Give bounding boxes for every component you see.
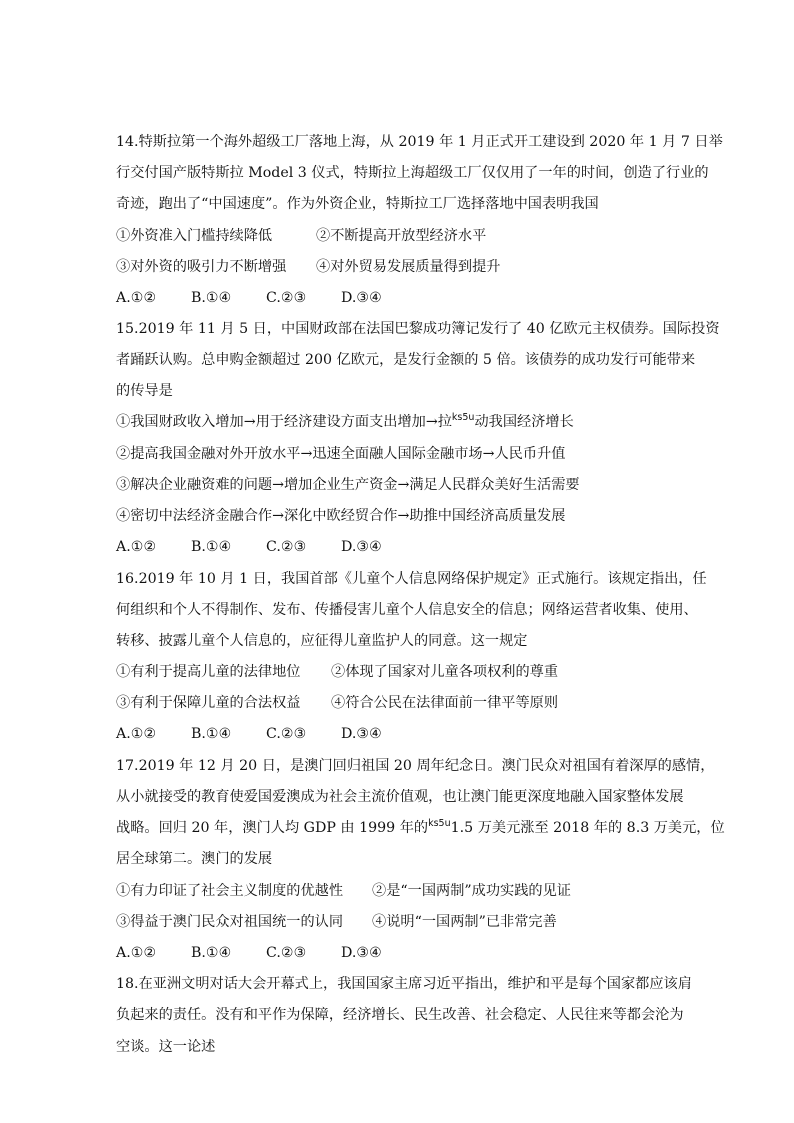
q16-stem-line-2: 何组织和个人不得制作、发布、传播侵害儿童个人信息安全的信息；网络运营者收集、使用、 [116, 602, 698, 618]
q15-choice-c: C.②③ [266, 539, 307, 555]
q15-stem-line-1: 15.2019 年 11 月 5 日，中国财政部在法国巴黎成功簿记发行了 40 亿欧元主权债券。国际投资 [116, 321, 720, 337]
q17-options-row-1 [116, 881, 571, 901]
q14-stem-line-1: 14.特斯拉第一个海外超级工厂落地上海，从 2019 年 1 月正式开工建设到 2020 年 1 月 7 日举 [116, 134, 723, 150]
q14-option-2: ②不断提高开放型经济水平 [316, 228, 487, 244]
q15-path-2: ②提高我国金融对外开放水平→迅速全面融人国际金融市场→人民币升值 [116, 446, 566, 462]
q15-path-1-before: ①我国财政收入增加→用于经济建设方面支出增加→拉 [116, 414, 452, 430]
q14-choice-c: C.②③ [266, 290, 307, 306]
q16-choices [116, 724, 382, 744]
q16-choice-c: C.②③ [266, 726, 307, 742]
q16-stem-line-3: 转移、披露儿童个人信息的，应征得儿童监护人的同意。这一规定 [116, 633, 528, 649]
q15-stem-line-3: 的传导是 [116, 383, 173, 399]
q14-stem-line-3: 奇迹，跑出了“中国速度”。作为外资企业，特斯拉工厂选择落地中国表明我国 [116, 196, 599, 212]
q17-choices [116, 943, 382, 963]
q15-path-3: ③解决企业融资难的问题→增加企业生产资金→满足人民群众美好生活需要 [116, 477, 580, 493]
q17-option-3: ③得益于澳门民众对祖国统一的认同 [116, 914, 344, 930]
q17-stem-line-1: 17.2019 年 12 月 20 日，是澳门回归祖国 20 周年纪念日。澳门民众对祖国有着深厚的感情， [116, 758, 715, 774]
q17-stem-line-4: 居全球第二。澳门的发展 [116, 851, 273, 867]
q14-option-1: ①外资准入门槛持续降低 [116, 228, 273, 244]
q16-option-1: ①有利于提高儿童的法律地位 [116, 664, 301, 680]
q17-choice-c: C.②③ [266, 945, 307, 961]
q16-option-3: ③有利于保障儿童的合法权益 [116, 695, 301, 711]
q14-choice-b: B.①④ [191, 290, 232, 306]
q14-choices [116, 288, 382, 308]
q17-choice-a: A.①② [116, 945, 157, 961]
q18-stem-line-2: 负起来的责任。没有和平作为保障，经济增长、民生改善、社会稳定、人民往来等都会沦为 [116, 1007, 684, 1023]
q17-option-2: ②是“一国两制”成功实践的见证 [372, 883, 571, 899]
q14-option-4: ④对外贸易发展质量得到提升 [316, 259, 501, 275]
q15-path-4: ④密切中法经济金融合作→深化中欧经贸合作→助推中国经济高质量发展 [116, 508, 566, 524]
q14-stem-line-2: 行交付国产版特斯拉 Model 3 仪式，特斯拉上海超级工厂仅仅用了一年的时间，创造了行业的 [116, 165, 709, 181]
q15-choice-d: D.③④ [341, 539, 382, 555]
q16-option-4: ④符合公民在法律面前一律平等原则 [331, 695, 559, 711]
q17-stem-line-3-after: 1.5 万美元涨至 2018 年的 8.3 万美元，位 [450, 820, 725, 836]
q14-option-3: ③对外资的吸引力不断增强 [116, 259, 287, 275]
q17-choice-b: B.①④ [191, 945, 232, 961]
q18-stem-line-3: 空谈。这一论述 [116, 1039, 216, 1055]
q17-options-row-2 [116, 912, 557, 932]
q16-option-2: ②体现了国家对儿童各项权利的尊重 [331, 664, 559, 680]
q16-choice-b: B.①④ [191, 726, 232, 742]
q17-stem-line-2: 从小就接受的教育使爱国爱澳成为社会主流价值观，也让澳门能更深度地融入国家整体发展 [116, 789, 684, 805]
q18-stem-line-1: 18.在亚洲文明对话大会开幕式上，我国国家主席习近平指出，维护和平是每个国家都应该肩 [116, 976, 692, 992]
q16-choice-a: A.①② [116, 726, 157, 742]
q14-options-row-2 [116, 257, 500, 277]
q17-stem-line-3-before: 战略。回归 20 年，澳门人均 GDP 由 1999 年的 [116, 820, 429, 836]
q14-choice-a: A.①② [116, 290, 157, 306]
q14-options-row-1 [116, 226, 486, 246]
q14-choice-d: D.③④ [341, 290, 382, 306]
q17-option-1: ①有力印证了社会主义制度的优越性 [116, 883, 344, 899]
q15-stem-line-2: 者踊跃认购。总申购金额超过 200 亿欧元，是发行金额的 5 倍。该债券的成功发行可能带来 [116, 352, 696, 368]
q15-choices [116, 537, 382, 557]
q16-options-row-1 [116, 662, 558, 682]
q16-stem-line-1: 16.2019 年 10 月 1 日，我国首部《儿童个人信息网络保护规定》正式施行。该规定指出，任 [116, 571, 707, 587]
q16-options-row-2 [116, 693, 558, 713]
q17-option-4: ④说明“一国两制”已非常完善 [372, 914, 557, 930]
watermark-mark: ks5u [428, 818, 451, 829]
q15-path-1 [116, 412, 574, 434]
q15-choice-b: B.①④ [191, 539, 232, 555]
q17-stem-line-3 [116, 818, 725, 840]
q17-choice-d: D.③④ [341, 945, 382, 961]
q16-choice-d: D.③④ [341, 726, 382, 742]
q15-choice-a: A.①② [116, 539, 157, 555]
q15-path-1-after: 动我国经济增长 [474, 414, 574, 430]
watermark-mark: ks5u [451, 412, 475, 423]
